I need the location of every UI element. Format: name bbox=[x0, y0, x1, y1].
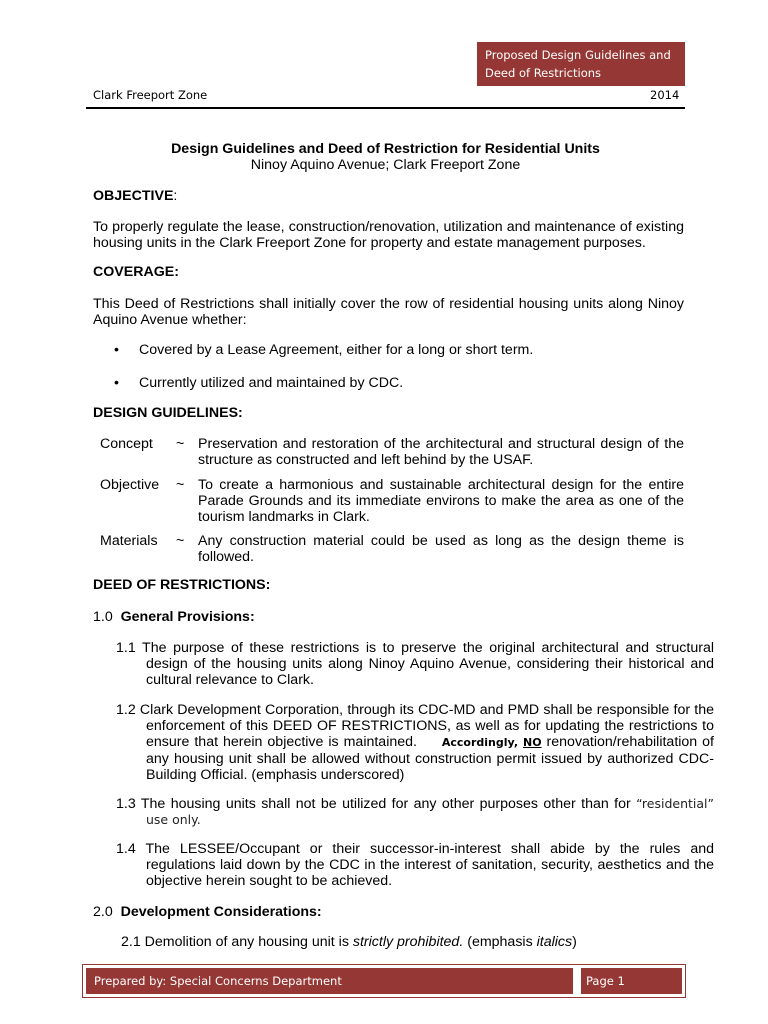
item-2-1-close: ) bbox=[572, 934, 577, 950]
list-item: • bbox=[114, 342, 119, 358]
page-footer bbox=[82, 964, 686, 998]
guideline-text-materials: Any construction material could be used as long as the design theme is followed. bbox=[198, 533, 684, 565]
item-2-1-emph: (emphasis bbox=[467, 934, 533, 950]
footer-bar bbox=[86, 968, 682, 994]
header-box-line2: Deed of Restrictions bbox=[485, 66, 602, 80]
coverage-bullet-1: Covered by a Lease Agreement, either for a long or short term. bbox=[139, 342, 534, 358]
header-right: 2014 bbox=[650, 88, 680, 102]
item-1-2-emphasis: Accordingly, bbox=[441, 736, 519, 749]
item-1-3 bbox=[116, 796, 714, 828]
item-2-1-italic: strictly prohibited. bbox=[352, 934, 464, 950]
item-1-4: 1.4 The LESSEE/Occupant or their successor-in-interest shall abide by the rules and regulations laid down by the CDC in the interest of sanitation, security, aesthetics and the objective herein sought to be achieved. bbox=[116, 841, 714, 889]
header-left: Clark Freeport Zone bbox=[93, 88, 208, 102]
guideline-label-objective: Objective bbox=[100, 477, 160, 493]
item-2-1-italics-word: italics bbox=[536, 934, 573, 950]
header-rule bbox=[86, 107, 685, 109]
section-2-title: Development Considerations: bbox=[120, 904, 322, 920]
list-item: • bbox=[114, 375, 119, 391]
doc-subtitle: Ninoy Aquino Avenue; Clark Freeport Zone bbox=[250, 157, 521, 173]
item-1-3-text: 1.3 The housing units shall not be utilized for any other purposes other than for bbox=[116, 796, 631, 812]
deed-heading: DEED OF RESTRICTIONS: bbox=[93, 577, 271, 593]
coverage-text: This Deed of Restrictions shall initially cover the row of residential housing units along Ninoy Aquino Avenue whether: bbox=[93, 296, 684, 328]
section-1-number: 1.0 bbox=[93, 609, 113, 625]
section-2-number: 2.0 bbox=[93, 904, 113, 920]
item-2-1-text: 2.1 Demolition of any housing unit is bbox=[121, 934, 349, 950]
guideline-text-concept: Preservation and restoration of the architectural and structural design of the structure as constructed and left behind by the USAF. bbox=[198, 436, 684, 468]
section-1-title: General Provisions: bbox=[120, 609, 255, 625]
footer-divider bbox=[573, 968, 581, 994]
objective-heading-colon: : bbox=[173, 188, 178, 204]
objective-heading bbox=[93, 188, 177, 204]
objective-heading-text: OBJECTIVE bbox=[93, 188, 174, 204]
item-1-3-quote: “residential” use only. bbox=[146, 796, 714, 827]
guideline-label-materials: Materials bbox=[100, 533, 158, 549]
section-1-heading bbox=[93, 609, 255, 625]
footer-page-number: Page 1 bbox=[586, 974, 625, 988]
item-1-1: 1.1 The purpose of these restrictions is to preserve the original architectural and structural design of the housing units along Ninoy Aquino Avenue, considering their historical and cultural relevance to Clark. bbox=[116, 640, 714, 688]
item-1-2-text-cont: renovation/rehabilitation of any housing unit shall be allowed without construction permit issued by authorized CDC-Building Official. (emphasis underscored) bbox=[146, 734, 715, 783]
coverage-heading: COVERAGE: bbox=[93, 264, 179, 280]
guideline-sep: ~ bbox=[176, 436, 185, 452]
guideline-sep: ~ bbox=[176, 533, 185, 549]
item-1-2 bbox=[116, 702, 714, 783]
item-1-2-no: NO bbox=[523, 736, 542, 749]
guideline-label-concept: Concept bbox=[100, 436, 153, 452]
guideline-text-objective: To create a harmonious and sustainable architectural design for the entire Parade Grounds and its immediate environs to make the area as one of the tourism landmarks in Clark. bbox=[198, 477, 684, 525]
section-2-heading bbox=[93, 904, 322, 920]
item-2-1 bbox=[121, 934, 577, 950]
coverage-bullet-2: Currently utilized and maintained by CDC. bbox=[139, 375, 404, 391]
objective-text: To properly regulate the lease, construction/renovation, utilization and maintenance of existing housing units in the Clark Freeport Zone for property and estate management purposes. bbox=[93, 219, 684, 251]
header-box-line1: Proposed Design Guidelines and bbox=[485, 48, 671, 62]
doc-title: Design Guidelines and Deed of Restriction for Residential Units bbox=[171, 141, 600, 157]
item-1-2-text: 1.2 Clark Development Corporation, through its CDC-MD and PMD shall be responsible for the enforcement of this DEED OF RESTRICTIONS, as well as for updating the restrictions to ensure that herein objective is maintained. bbox=[116, 702, 714, 750]
design-guidelines-heading: DESIGN GUIDELINES: bbox=[93, 405, 243, 421]
header-title-box bbox=[477, 42, 685, 86]
footer-prepared-by: Prepared by: Special Concerns Department bbox=[94, 974, 342, 988]
guideline-sep: ~ bbox=[176, 477, 185, 493]
